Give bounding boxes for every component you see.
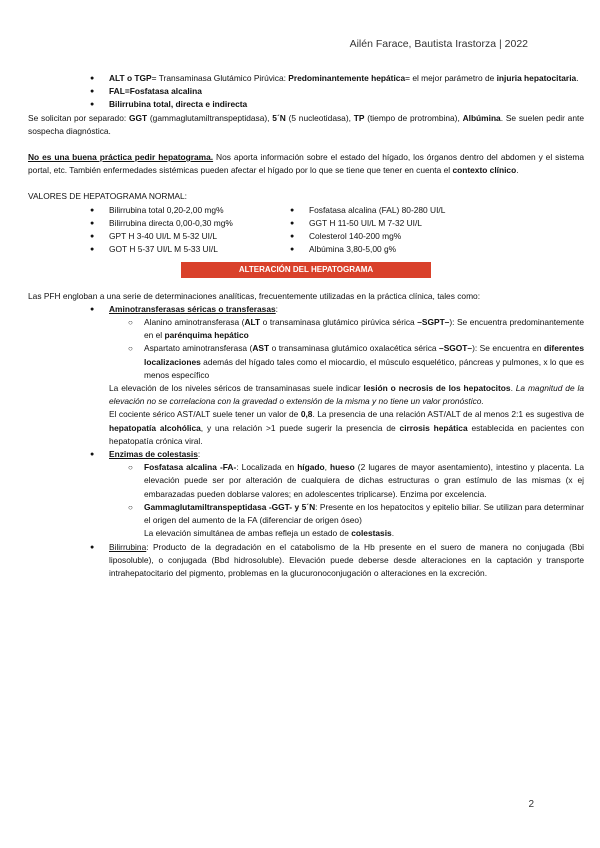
colestasis-list — [28, 448, 584, 527]
list-item: ● ALT o TGP= Transaminasa Glutámico Pirúvica: Predominantemente hepática= el mejor parámetro de injuria hepatocitaria. — [28, 72, 584, 85]
pfh-intro: Las PFH engloban a una serie de determinaciones analíticas, frecuentemente utilizadas en la práctica clínica, tales como: — [28, 290, 481, 301]
normal-values-title: VALORES DE HEPATOGRAMA NORMAL: — [28, 191, 188, 202]
list-item: ○ Alanino aminotransferasa (ALT o transaminasa glutámico pirúvica sérica –SGPT–): Se encuentra predominantemente en el parénquima hepático — [28, 316, 584, 342]
page-number: 2 — [528, 799, 534, 810]
list-item: ● Colesterol 140-200 mg% — [290, 230, 536, 243]
list-item: ● GGT H 11-50 UI/L M 7-32 UI/L — [290, 217, 536, 230]
list-item: ● Albúmina 3,80-5,00 g% — [290, 243, 536, 256]
list-item: ● GPT H 3-40 UI/L M 5-32 UI/L — [28, 230, 274, 243]
practice-paragraph: No es una buena práctica pedir hepatograma. Nos aporta información sobre el estado del hígado, los órganos dentro del abdomen y el sistema portal, etc. También enfermedades sistémicas pueden afectar el hígado por lo que se tiene que tener en cuenta el contexto clínico. — [28, 152, 584, 176]
section-banner: ALTERACIÓN DEL HEPATOGRAMA — [181, 262, 431, 277]
page-body — [28, 72, 584, 580]
list-item: ● Bilirrubina total 0,20-2,00 mg% — [28, 204, 274, 217]
separate-paragraph: Se solicitan por separado: GGT (gammaglutamiltranspeptidasa), 5´N (5 nucleotidasa), TP (tiempo de protrombina), Albúmina. Se suelen pedir ante sospecha diagnóstica. — [28, 112, 584, 136]
colestasis-note: La elevación simultánea de ambas refleja un estado de colestasis. — [144, 528, 395, 539]
cociente-paragraph: El cociente sérico AST/ALT suele tener un valor de 0,8. La presencia de una relación AST/ALT de al menos 2:1 es sugestiva de hepatopatía alcohólica, y una relación >1 puede sugerir la presencia de cirrosis hepática establecida en pacientes con hepatopatía crónica viral. — [109, 409, 584, 446]
list-item: ○ Aspartato aminotransferasa (AST o transaminasa glutámico oxalacética sérica –SGOT–): Se encuentra en diferentes localizaciones además del hígado tales como el miocardio, el músculo esquelético, páncreas y pulmones, x lo que es menos específico — [28, 342, 584, 382]
list-item-aminotransferasas: ● Aminotransferasas séricas o transferasas: — [28, 303, 584, 316]
list-item: ○ Gammaglutamiltranspeptidasa -GGT- y 5´N: Presente en los hepatocitos y epitelio biliar. Se utilizan para determinar el origen del aumento de la FA (diferenciar de origen óseo) — [28, 501, 584, 527]
list-item-colestasis: ● Enzimas de colestasis: — [28, 448, 584, 461]
normal-values-table — [28, 204, 584, 257]
list-item: ● Bilirrubina directa 0,00-0,30 mg% — [28, 217, 274, 230]
normal-values-right — [290, 204, 536, 257]
page-header: Ailén Farace, Bautista Irastorza | 2022 — [349, 38, 528, 50]
list-item: ● Fosfatasa alcalina (FAL) 80-280 UI/L — [290, 204, 536, 217]
list-item: ● FAL=Fosfatasa alcalina — [28, 85, 584, 98]
normal-values-left — [28, 204, 274, 257]
transaminasas-paragraph: La elevación de los niveles séricos de transaminasas suele indicar lesión o necrosis de los hepatocitos. La magnitud de la elevación no se correlaciona con la gravedad o extensión de la misma y no tiene un valor pronóstico. — [109, 383, 584, 407]
list-item: ● GOT H 5-37 UI/L M 5-33 UI/L — [28, 243, 274, 256]
list-item: ○ Fosfatasa alcalina -FA-: Localizada en hígado, hueso (2 lugares de mayor asentamiento), intestino y placenta. La elevación puede ser por alteración de cualquiera de dichas estructuras o gran estímulo de las mismas (x ej embarazadas pueden doblarse valores; en adolescentes triplicarse). Enzima por excelencia. — [28, 461, 584, 501]
bilirrubina-list — [28, 541, 584, 581]
list-item-bilirrubina: ● Bilirrubina: Producto de la degradación en el catabolismo de la Hb presente en el suero de manera no conjugada (Bbi liposoluble), o conjugada (Bbd hidrosoluble). Elevación puede deberse desde alteraciones en la captación y transporte intrahepatocitario del pigmento, problemas en la glucuronoconjugación o alteraciones en la excreción. — [28, 541, 584, 581]
intro-list — [28, 72, 584, 112]
list-item: ● Bilirrubina total, directa e indirecta — [28, 98, 584, 111]
pfh-list — [28, 303, 584, 382]
